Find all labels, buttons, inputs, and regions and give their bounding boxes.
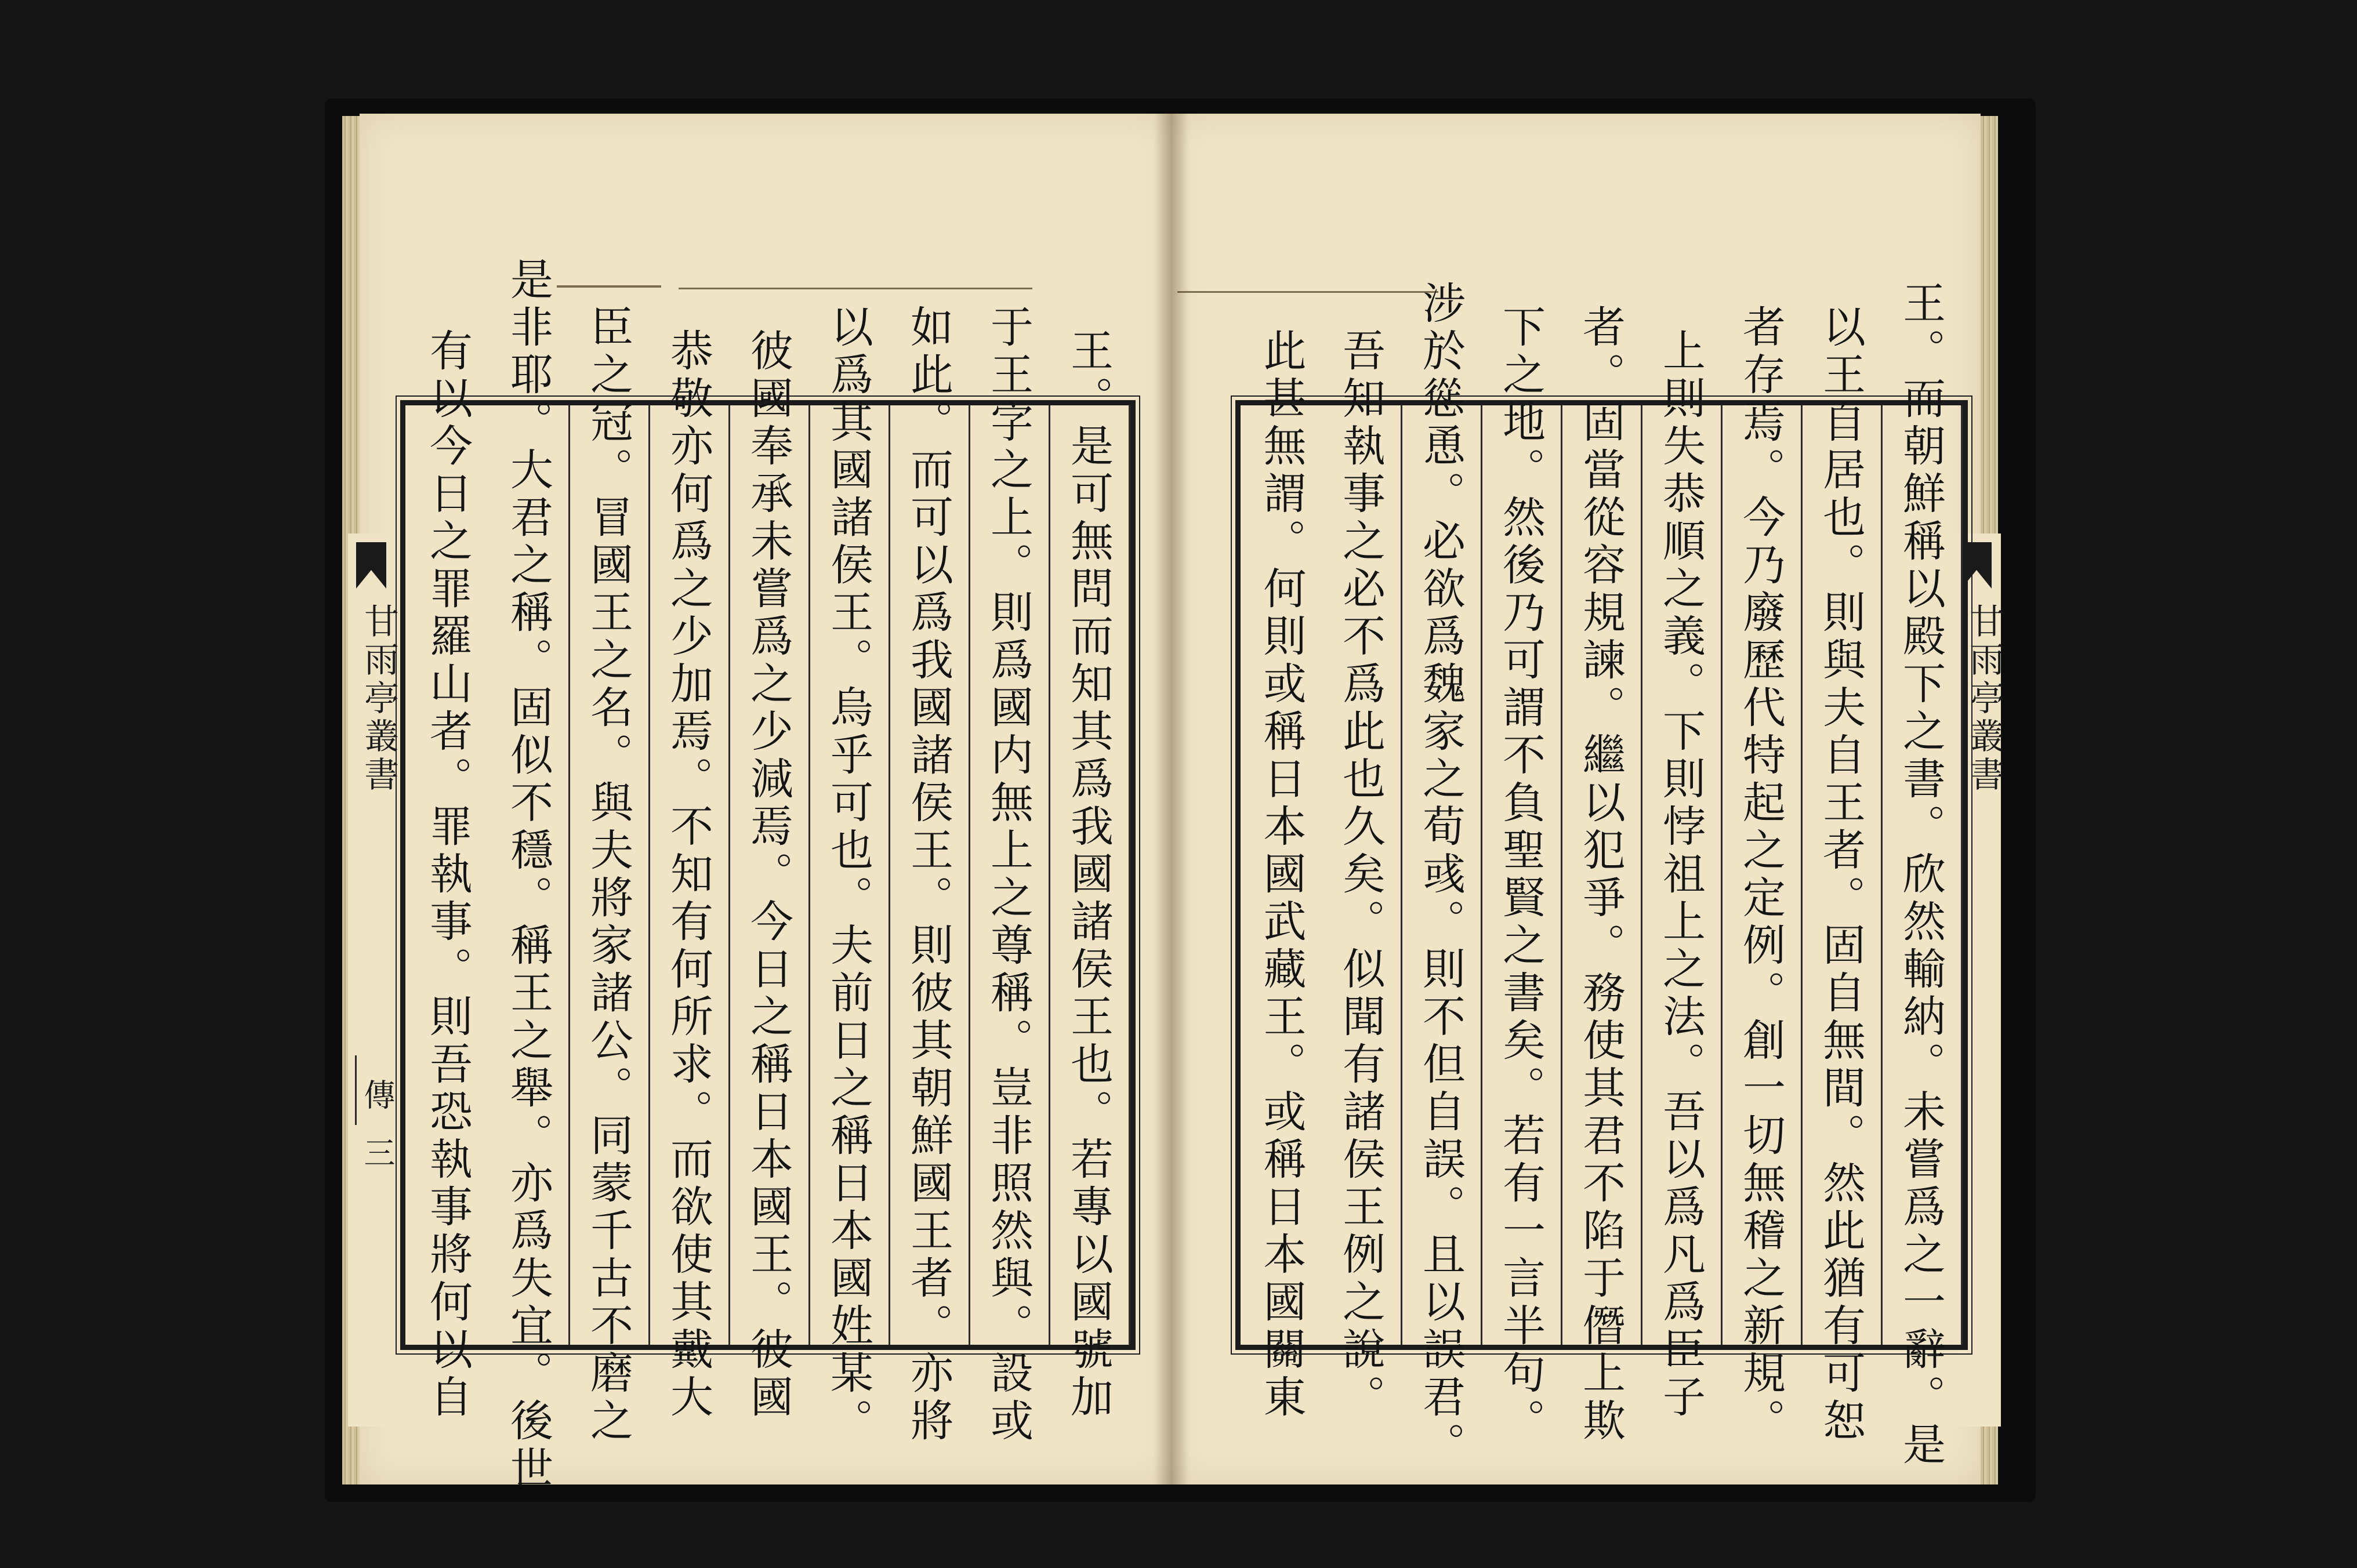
text-column: 如此。而可以爲我國諸侯王。則彼其朝鮮國王者。亦將 (889, 405, 970, 1345)
text-column: 以爲其國諸侯王。烏乎可也。夫前日之稱日本國姓某。 (808, 405, 890, 1345)
text-column: 臣之冠。冒國王之名。與夫將家諸公。同蒙千古不磨之 (568, 405, 650, 1345)
paper-mark (1177, 291, 1438, 293)
paper-mark (679, 288, 1032, 289)
text-column: 上則失恭順之義。下則悖祖上之法。吾以爲凡爲臣子 (1641, 405, 1723, 1345)
text-column: 以王自居也。則與夫自王者。固自無間。然此猶有可恕 (1801, 405, 1883, 1345)
left-text-frame (400, 257, 1136, 1493)
text-column: 恭敬亦何爲之少加焉。不知有何所求。而欲使其戴大 (648, 405, 730, 1345)
right-margin-title: 甘雨亭叢書 (1964, 603, 2004, 794)
text-column: 下之地。然後乃可謂不負聖賢之書矣。若有一言半句。 (1481, 405, 1562, 1345)
text-column: 者。固當從容規諫。繼以犯爭。務使其君不陷于僭上欺 (1561, 405, 1642, 1345)
text-column: 是非耶。大君之稱。固似不穩。稱王之舉。亦爲失宜。後世 (488, 405, 570, 1345)
text-column: 彼國奉承未嘗爲之少減焉。今日之稱日本國王。彼國 (728, 405, 810, 1345)
text-column: 于王字之上。則爲國内無上之尊稱。豈非照然與。設或 (969, 405, 1050, 1345)
left-margin-section: 傳 (359, 1079, 396, 1127)
text-column: 此甚無謂。何則或稱日本國武藏王。或稱日本國關東 (1256, 328, 1307, 1422)
right-text-frame (1235, 281, 1968, 1469)
text-column: 吾知執事之必不爲此也久矣。似聞有諸侯王例之說。 (1321, 405, 1402, 1345)
text-column: 涉於慫恿。必欲爲魏家之荀彧。則不但自誤。且以誤君。 (1401, 405, 1482, 1345)
left-margin-folio: 三 (359, 1137, 396, 1185)
left-margin-title: 甘雨亭叢書 (358, 603, 399, 794)
text-column: 王。而朝鮮稱以殿下之書。欣然輸納。未嘗爲之一辭。是 (1881, 405, 1963, 1345)
book-gutter (1154, 114, 1189, 1484)
text-column: 者存焉。今乃廢歷代特起之定例。創一切無稽之新規。 (1721, 405, 1803, 1345)
text-column: 王。是可無問而知其爲我國諸侯王也。若專以國號加 (1049, 405, 1130, 1345)
text-column: 有以今日之罪羅山者。罪執事。則吾恐執事將何以自 (423, 328, 473, 1422)
paper-mark (557, 285, 661, 288)
